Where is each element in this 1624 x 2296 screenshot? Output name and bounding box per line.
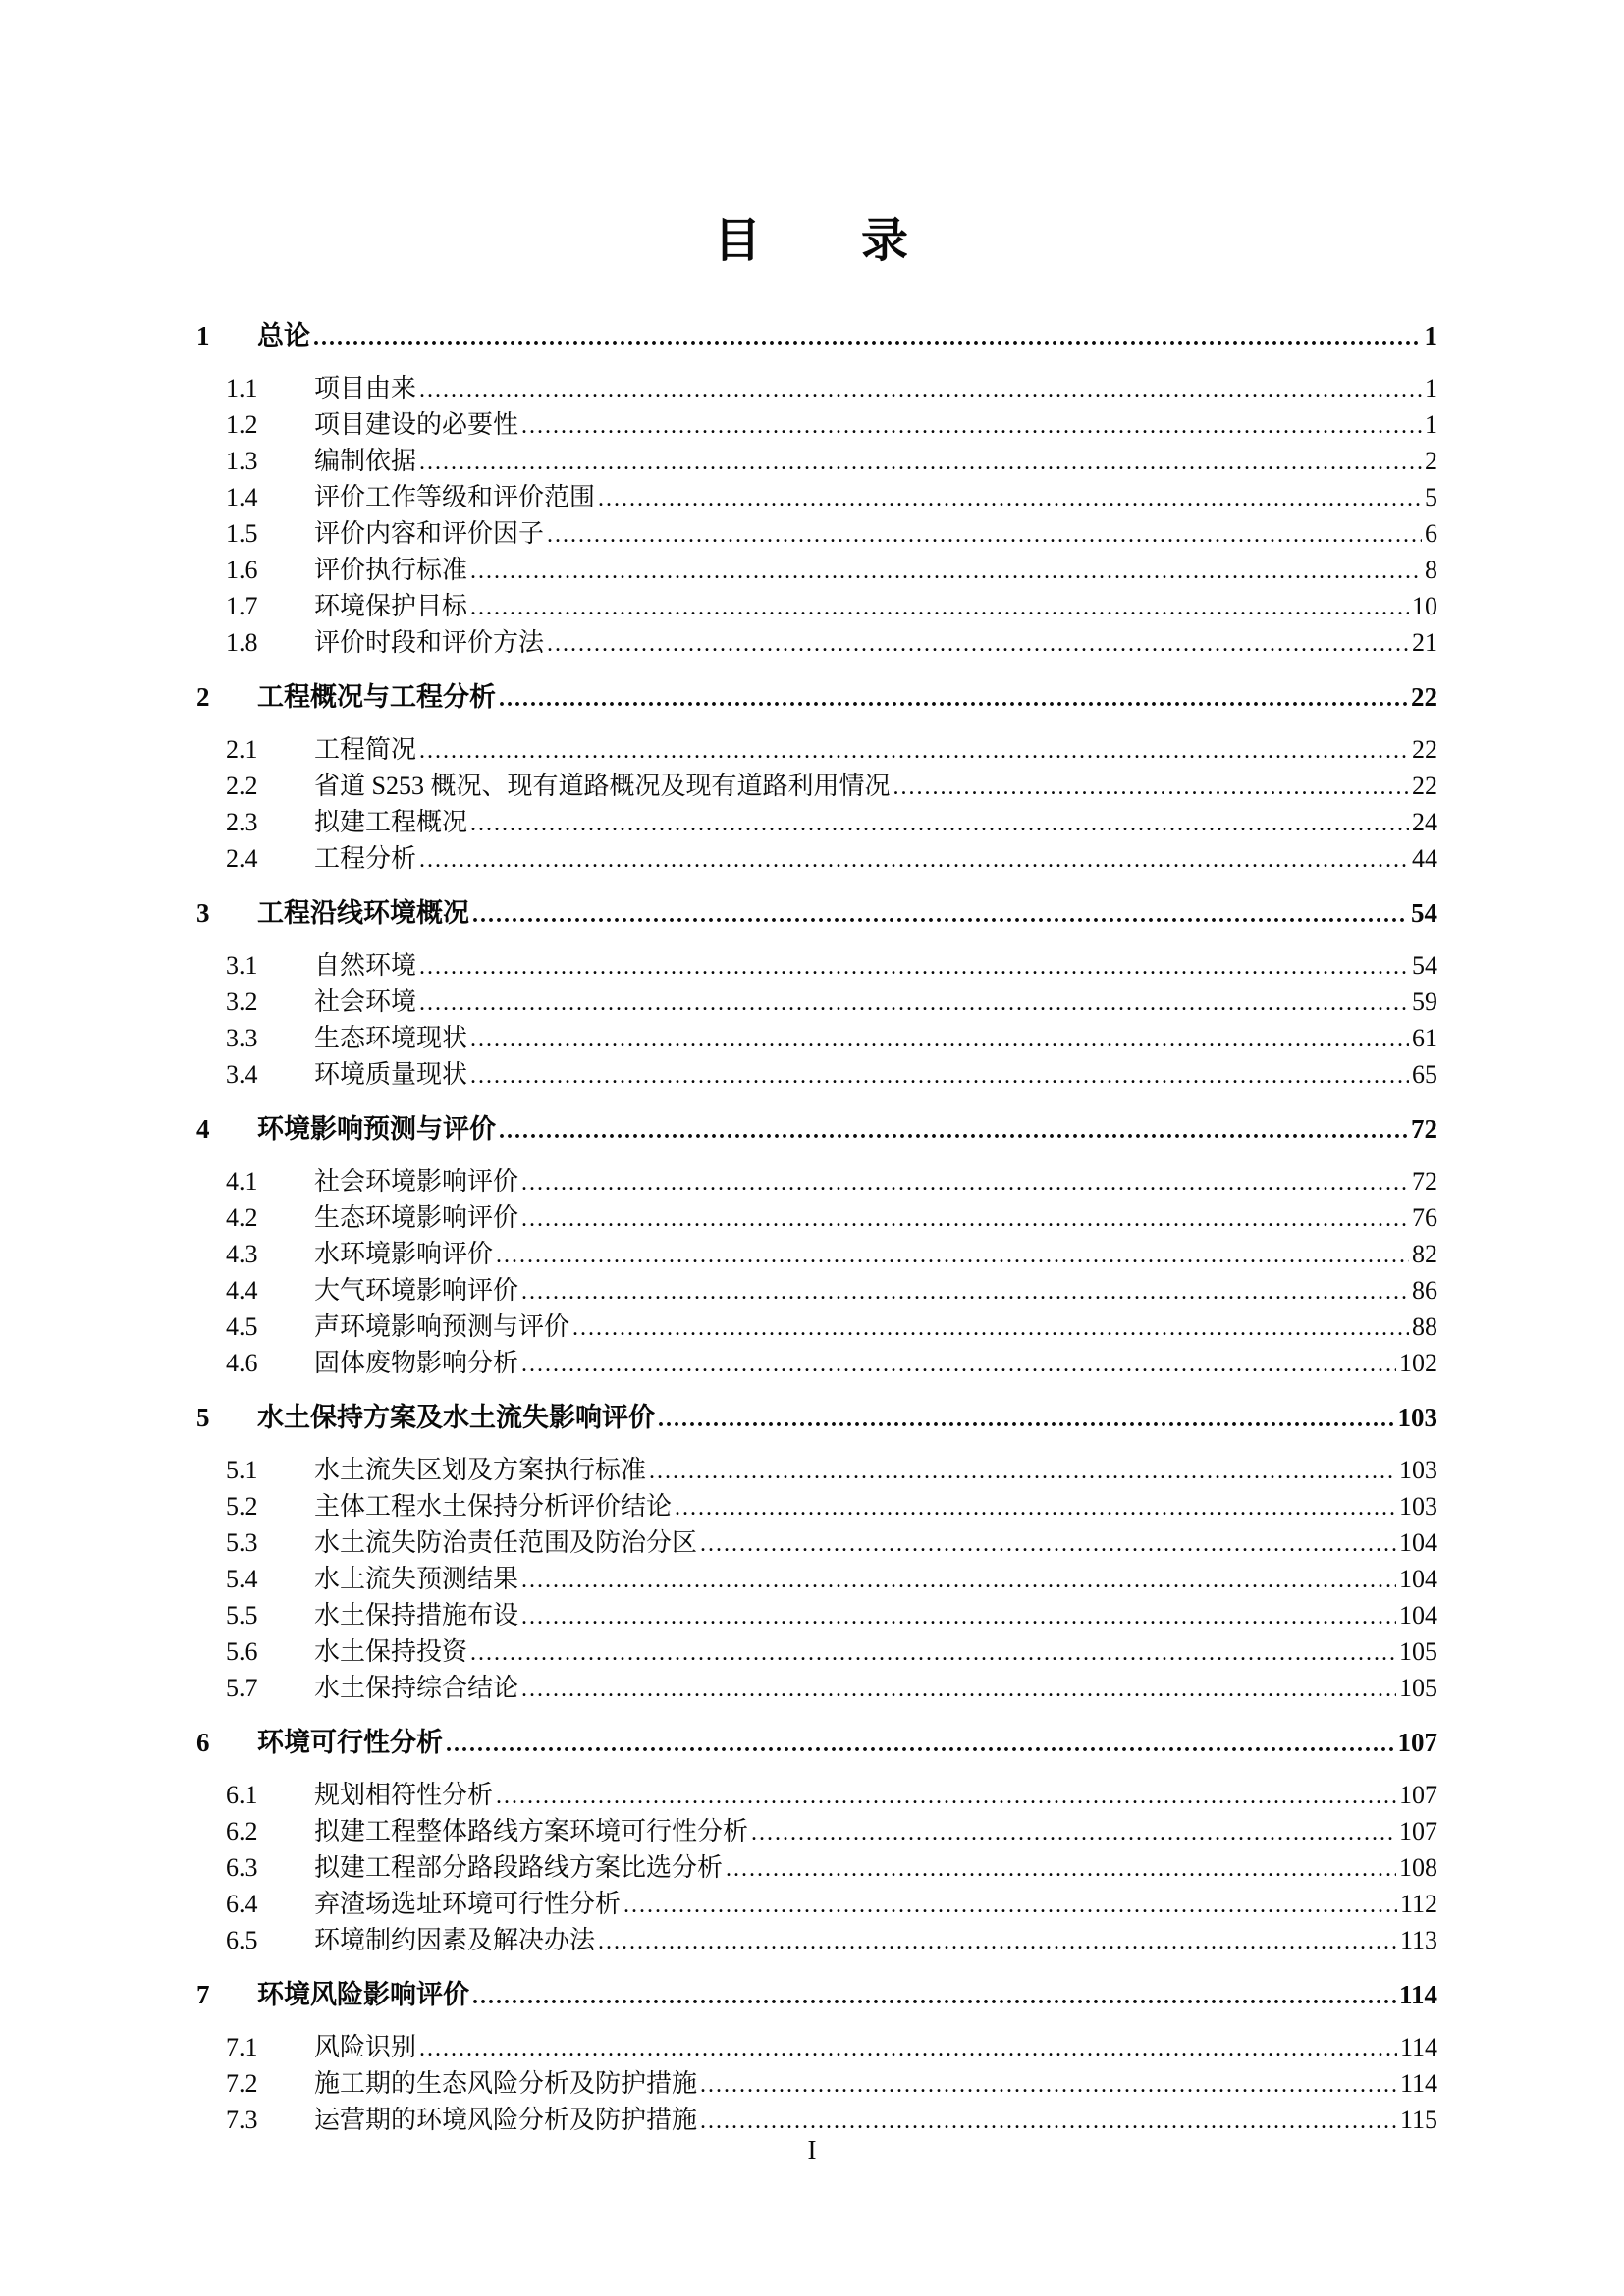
dot-leader <box>470 590 1409 625</box>
toc-item-row[interactable] <box>0 1887 1624 1923</box>
item-page-number: 6 <box>1425 519 1437 548</box>
item-title: 主体工程水土保持分析评价结论 <box>314 1492 673 1521</box>
toc-item-row[interactable] <box>0 1634 1624 1671</box>
item-title: 工程分析 <box>314 844 417 873</box>
item-title: 社会环境 <box>314 988 417 1016</box>
item-number: 7.3 <box>226 2106 258 2134</box>
item-page-number: 102 <box>1399 1349 1437 1377</box>
chapter-number: 3 <box>196 898 210 928</box>
dot-leader <box>658 1400 1395 1439</box>
dot-leader <box>499 1111 1408 1150</box>
dot-leader <box>547 626 1409 662</box>
item-number: 3.3 <box>226 1024 258 1052</box>
dot-leader <box>472 1977 1396 2016</box>
item-page-number: 5 <box>1425 483 1437 511</box>
toc-item-row[interactable] <box>0 1453 1624 1489</box>
item-title: 生态环境现状 <box>314 1024 468 1052</box>
chapter-title: 工程概况与工程分析 <box>257 682 496 712</box>
dot-leader <box>470 806 1409 841</box>
toc-item-row[interactable] <box>0 2066 1624 2103</box>
item-page-number: 105 <box>1399 1637 1437 1666</box>
toc-item-row[interactable] <box>0 407 1624 444</box>
toc <box>0 316 1624 2139</box>
dot-leader <box>419 949 1409 985</box>
dot-leader <box>419 986 1409 1021</box>
item-title: 水土流失预测结果 <box>314 1565 519 1593</box>
dot-leader <box>598 1924 1397 1959</box>
dot-leader <box>419 733 1409 769</box>
dot-leader <box>521 1165 1409 1201</box>
toc-item-row[interactable] <box>0 769 1624 805</box>
dot-leader <box>470 1022 1409 1057</box>
item-title: 工程简况 <box>314 735 417 764</box>
chapter-title: 总论 <box>257 321 310 350</box>
dot-leader <box>470 554 1422 589</box>
item-page-number: 21 <box>1412 628 1437 657</box>
toc-chapter-row[interactable] <box>0 893 1624 934</box>
chapter-number: 4 <box>196 1114 210 1144</box>
toc-chapter-row[interactable] <box>0 1109 1624 1150</box>
item-number: 2.1 <box>226 735 258 764</box>
dot-leader <box>623 1888 1397 1923</box>
chapter-page-number: 103 <box>1397 1403 1437 1432</box>
dot-leader <box>598 481 1422 516</box>
dot-leader <box>521 1201 1409 1237</box>
dot-leader <box>470 1058 1409 1094</box>
toc-item-row[interactable] <box>0 985 1624 1021</box>
dot-leader <box>313 318 1422 357</box>
item-title: 评价工作等级和评价范围 <box>314 483 596 511</box>
item-title: 评价执行标准 <box>314 556 468 584</box>
dot-leader <box>751 1815 1396 1850</box>
item-page-number: 107 <box>1399 1781 1437 1809</box>
toc-item-row[interactable] <box>0 1850 1624 1887</box>
item-page-number: 104 <box>1399 1528 1437 1557</box>
item-title: 水土保持措施布设 <box>314 1601 519 1629</box>
item-number: 5.1 <box>226 1456 258 1484</box>
dot-leader <box>726 1851 1396 1887</box>
dot-leader <box>419 372 1422 407</box>
item-page-number: 112 <box>1399 1890 1437 1918</box>
toc-item-row[interactable] <box>0 1814 1624 1850</box>
toc-item-row[interactable] <box>0 1346 1624 1382</box>
toc-item-row[interactable] <box>0 371 1624 407</box>
toc-item-row[interactable] <box>0 1923 1624 1959</box>
item-page-number: 104 <box>1399 1565 1437 1593</box>
toc-item-row[interactable] <box>0 516 1624 553</box>
item-page-number: 103 <box>1399 1492 1437 1521</box>
toc-item-row[interactable] <box>0 1309 1624 1346</box>
toc-item-row[interactable] <box>0 589 1624 625</box>
toc-item-row[interactable] <box>0 1598 1624 1634</box>
item-page-number: 1 <box>1425 374 1437 402</box>
item-page-number: 72 <box>1412 1167 1437 1196</box>
item-number: 6.5 <box>226 1926 258 1954</box>
item-title: 固体废物影响分析 <box>314 1349 519 1377</box>
item-number: 2.2 <box>226 772 258 800</box>
item-title: 弃渣场选址环境可行性分析 <box>314 1890 622 1918</box>
item-number: 4.4 <box>226 1276 258 1305</box>
item-title: 拟建工程整体路线方案环境可行性分析 <box>314 1817 749 1845</box>
item-page-number: 107 <box>1399 1817 1437 1845</box>
toc-item-row[interactable] <box>0 1021 1624 1057</box>
item-title: 社会环境影响评价 <box>314 1167 519 1196</box>
item-page-number: 65 <box>1412 1060 1437 1089</box>
item-number: 4.6 <box>226 1349 258 1377</box>
item-number: 6.3 <box>226 1853 258 1882</box>
toc-item-row[interactable] <box>0 1671 1624 1707</box>
toc-item-row[interactable] <box>0 805 1624 841</box>
toc-item-row[interactable] <box>0 1057 1624 1094</box>
dot-leader <box>472 895 1408 934</box>
dot-leader <box>521 408 1422 444</box>
item-title: 自然环境 <box>314 951 417 980</box>
item-number: 1.1 <box>226 374 258 402</box>
dot-leader <box>521 1599 1396 1634</box>
dot-leader <box>419 2031 1397 2066</box>
item-page-number: 59 <box>1412 988 1437 1016</box>
item-number: 1.4 <box>226 483 258 511</box>
chapter-title: 环境影响预测与评价 <box>257 1114 496 1144</box>
dot-leader <box>419 842 1409 878</box>
chapter-title: 环境风险影响评价 <box>257 1980 469 2009</box>
item-title: 大气环境影响评价 <box>314 1276 519 1305</box>
item-page-number: 114 <box>1399 2033 1437 2061</box>
item-title: 水土保持综合结论 <box>314 1674 519 1702</box>
toc-chapter-row[interactable] <box>0 677 1624 719</box>
dot-leader <box>572 1310 1409 1346</box>
item-number: 7.2 <box>226 2069 258 2098</box>
dot-leader <box>675 1490 1396 1525</box>
dot-leader <box>649 1454 1396 1489</box>
chapter-number: 6 <box>196 1728 210 1757</box>
toc-item-row[interactable] <box>0 1778 1624 1814</box>
chapter-page-number: 72 <box>1411 1114 1437 1144</box>
item-number: 5.5 <box>226 1601 258 1629</box>
item-number: 1.2 <box>226 410 258 439</box>
item-number: 1.5 <box>226 519 258 548</box>
item-title: 环境质量现状 <box>314 1060 468 1089</box>
item-number: 5.7 <box>226 1674 258 1702</box>
item-title: 项目建设的必要性 <box>314 410 519 439</box>
toc-chapter-row[interactable] <box>0 1398 1624 1439</box>
item-title: 省道 S253 概况、现有道路概况及现有道路利用情况 <box>314 772 891 800</box>
chapter-number: 1 <box>196 321 210 350</box>
item-title: 拟建工程概况 <box>314 808 468 836</box>
item-number: 1.8 <box>226 628 258 657</box>
item-title: 运营期的环境风险分析及防护措施 <box>314 2106 698 2134</box>
dot-leader <box>893 770 1409 805</box>
item-title: 环境制约因素及解决办法 <box>314 1926 596 1954</box>
item-page-number: 104 <box>1399 1601 1437 1629</box>
item-page-number: 61 <box>1412 1024 1437 1052</box>
item-number: 1.7 <box>226 592 258 620</box>
toc-item-row[interactable] <box>0 625 1624 662</box>
toc-item-row[interactable] <box>0 732 1624 769</box>
dot-leader <box>521 1563 1396 1598</box>
item-page-number: 103 <box>1399 1456 1437 1484</box>
item-title: 评价内容和评价因子 <box>314 519 545 548</box>
item-number: 4.3 <box>226 1240 258 1268</box>
item-title: 编制依据 <box>314 447 417 475</box>
toc-item-row[interactable] <box>0 1237 1624 1273</box>
item-page-number: 113 <box>1399 1926 1437 1954</box>
item-number: 4.2 <box>226 1203 258 1232</box>
item-page-number: 44 <box>1412 844 1437 873</box>
chapter-number: 5 <box>196 1403 210 1432</box>
dot-leader <box>496 1779 1396 1814</box>
item-page-number: 108 <box>1399 1853 1437 1882</box>
page-title: 目 录 <box>713 215 910 267</box>
dot-leader <box>521 1672 1396 1707</box>
dot-leader <box>700 2067 1397 2103</box>
toc-item-row[interactable] <box>0 480 1624 516</box>
toc-item-row[interactable] <box>0 1201 1624 1237</box>
toc-item-row[interactable] <box>0 444 1624 480</box>
toc-chapter-row[interactable] <box>0 1975 1624 2016</box>
item-title: 风险识别 <box>314 2033 417 2061</box>
item-number: 3.4 <box>226 1060 258 1089</box>
toc-item-row[interactable] <box>0 553 1624 589</box>
item-title: 环境保护目标 <box>314 592 468 620</box>
toc-chapter-row[interactable] <box>0 1723 1624 1764</box>
item-page-number: 82 <box>1412 1240 1437 1268</box>
dot-leader <box>521 1274 1409 1309</box>
toc-chapter-row[interactable] <box>0 316 1624 357</box>
item-page-number: 1 <box>1425 410 1437 439</box>
item-number: 5.4 <box>226 1565 258 1593</box>
item-page-number: 22 <box>1412 735 1437 764</box>
dot-leader <box>419 445 1422 480</box>
item-number: 5.2 <box>226 1492 258 1521</box>
item-title: 水环境影响评价 <box>314 1240 494 1268</box>
item-number: 4.1 <box>226 1167 258 1196</box>
item-number: 7.1 <box>226 2033 258 2061</box>
chapter-page-number: 54 <box>1411 898 1437 928</box>
footer-page-number: I <box>807 2135 817 2164</box>
dot-leader <box>700 1526 1396 1562</box>
item-page-number: 114 <box>1399 2069 1437 2098</box>
item-page-number: 76 <box>1412 1203 1437 1232</box>
item-number: 5.3 <box>226 1528 258 1557</box>
dot-leader <box>499 679 1408 719</box>
item-title: 施工期的生态风险分析及防护措施 <box>314 2069 698 2098</box>
dot-leader <box>446 1725 1395 1764</box>
item-page-number: 24 <box>1412 808 1437 836</box>
dot-leader <box>496 1238 1409 1273</box>
item-number: 3.2 <box>226 988 258 1016</box>
chapter-number: 7 <box>196 1980 210 2009</box>
item-page-number: 54 <box>1412 951 1437 980</box>
toc-item-row[interactable] <box>0 1525 1624 1562</box>
toc-item-row[interactable] <box>0 2030 1624 2066</box>
chapter-page-number: 114 <box>1398 1980 1437 2009</box>
chapter-title: 水土保持方案及水土流失影响评价 <box>257 1403 655 1432</box>
item-title: 水土保持投资 <box>314 1637 468 1666</box>
item-title: 项目由来 <box>314 374 417 402</box>
item-title: 水土流失防治责任范围及防治分区 <box>314 1528 698 1557</box>
item-title: 水土流失区划及方案执行标准 <box>314 1456 647 1484</box>
item-number: 1.6 <box>226 556 258 584</box>
toc-item-row[interactable] <box>0 841 1624 878</box>
item-number: 6.4 <box>226 1890 258 1918</box>
item-page-number: 86 <box>1412 1276 1437 1305</box>
item-title: 声环境影响预测与评价 <box>314 1312 570 1341</box>
item-page-number: 105 <box>1399 1674 1437 1702</box>
item-page-number: 115 <box>1399 2106 1437 2134</box>
toc-item-row[interactable] <box>0 1164 1624 1201</box>
toc-item-row[interactable] <box>0 1489 1624 1525</box>
item-number: 6.2 <box>226 1817 258 1845</box>
item-number: 3.1 <box>226 951 258 980</box>
chapter-number: 2 <box>196 682 210 712</box>
chapter-title: 工程沿线环境概况 <box>257 898 469 928</box>
item-page-number: 8 <box>1425 556 1437 584</box>
item-page-number: 22 <box>1412 772 1437 800</box>
toc-item-row[interactable] <box>0 948 1624 985</box>
dot-leader <box>470 1635 1396 1671</box>
item-number: 6.1 <box>226 1781 258 1809</box>
item-page-number: 2 <box>1425 447 1437 475</box>
item-number: 1.3 <box>226 447 258 475</box>
toc-item-row[interactable] <box>0 1562 1624 1598</box>
item-number: 2.4 <box>226 844 258 873</box>
chapter-title: 环境可行性分析 <box>257 1728 443 1757</box>
item-page-number: 88 <box>1412 1312 1437 1341</box>
item-page-number: 10 <box>1412 592 1437 620</box>
item-title: 评价时段和评价方法 <box>314 628 545 657</box>
toc-item-row[interactable] <box>0 1273 1624 1309</box>
item-number: 5.6 <box>226 1637 258 1666</box>
item-title: 规划相符性分析 <box>314 1781 494 1809</box>
item-title: 生态环境影响评价 <box>314 1203 519 1232</box>
dot-leader <box>547 517 1422 553</box>
dot-leader <box>521 1347 1396 1382</box>
chapter-page-number: 22 <box>1411 682 1437 712</box>
chapter-page-number: 107 <box>1397 1728 1437 1757</box>
item-number: 2.3 <box>226 808 258 836</box>
item-title: 拟建工程部分路段路线方案比选分析 <box>314 1853 724 1882</box>
chapter-page-number: 1 <box>1424 321 1437 350</box>
item-number: 4.5 <box>226 1312 258 1341</box>
